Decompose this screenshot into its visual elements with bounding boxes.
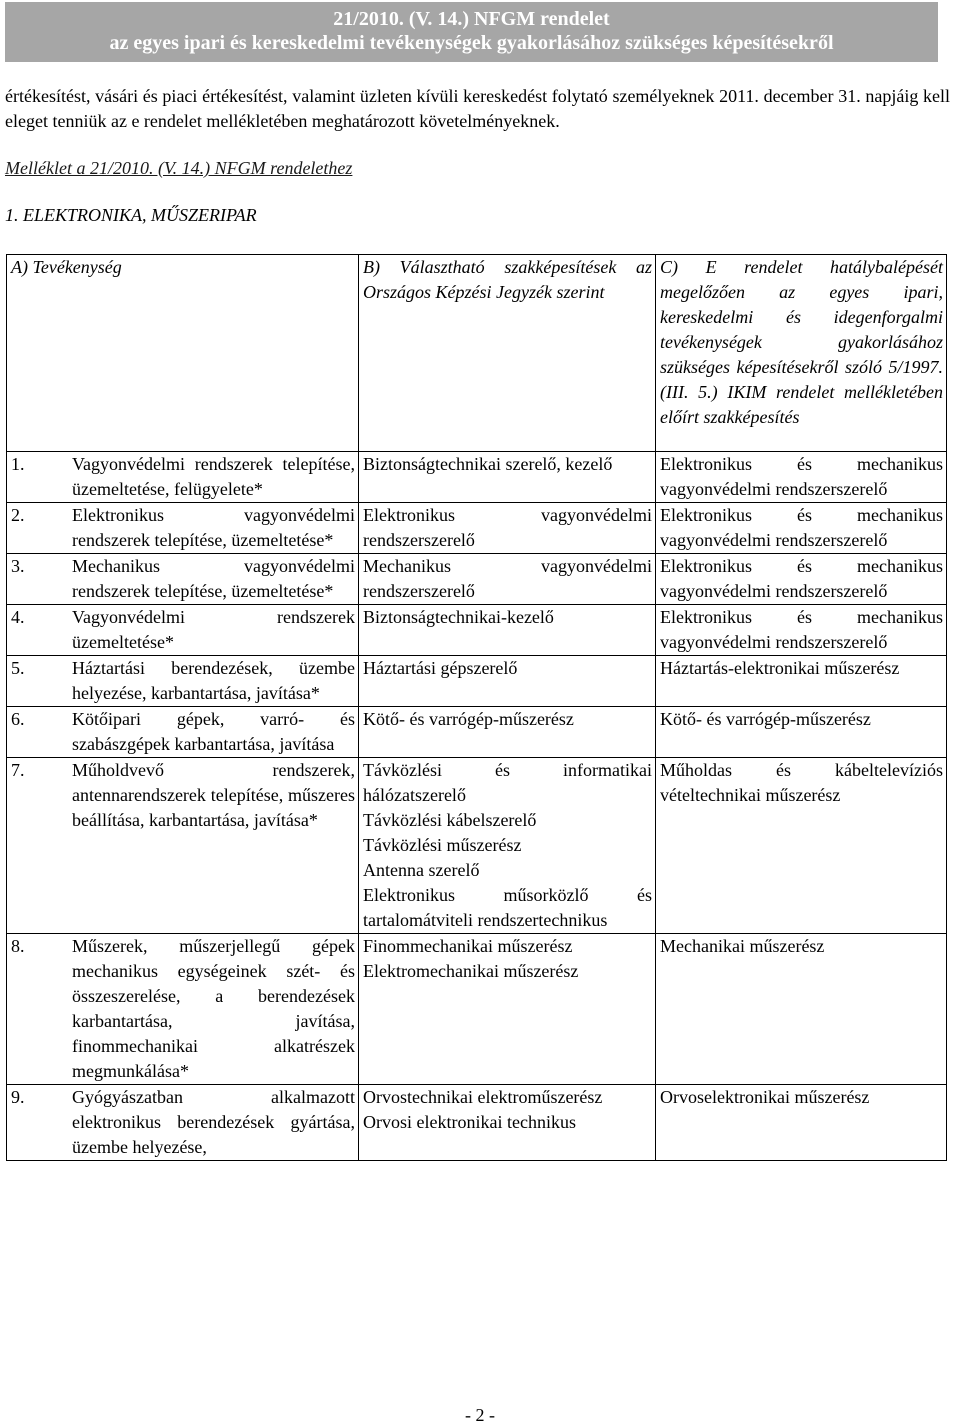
activity-cell: Háztartási berendezések, üzembe helyezése, karbantartása, javítása*: [72, 656, 359, 707]
section-title: 1. ELEKTRONIKA, MŰSZERIPAR: [5, 205, 257, 225]
row-number: 2.: [7, 503, 73, 554]
row-number: 3.: [7, 554, 73, 605]
qualifications-cell: [359, 934, 656, 1085]
table-row: [7, 758, 947, 934]
row-number: 7.: [7, 758, 73, 934]
previous-qualification-cell: Elektronikus és mechanikus vagyonvédelmi rendszerszerelő: [656, 605, 947, 656]
qualification-item: Elektromechanikai műszerész: [363, 961, 579, 981]
previous-qualification-cell: Orvoselektronikai műszerész: [656, 1085, 947, 1161]
activity-cell: Mechanikus vagyonvédelmi rendszerek telepítése, üzemeltetése*: [72, 554, 359, 605]
qualification-item: Orvosi elektronikai technikus: [363, 1112, 576, 1132]
previous-qualification-cell: Mechanikai műszerész: [656, 934, 947, 1085]
qualification-item: Távközlési kábelszerelő: [363, 810, 537, 830]
qualifications-cell: [359, 707, 656, 758]
row-number: 9.: [7, 1085, 73, 1161]
activity-cell: Kötőipari gépek, varró- és szabászgépek karbantartása, javítása: [72, 707, 359, 758]
qualifications-cell: [359, 605, 656, 656]
header-activity: A) Tevékenység: [7, 255, 359, 452]
qualification-item: Távközlési és informatikai hálózatszerelő: [363, 760, 652, 805]
qualification-item: Kötő- és varrógép-műszerész: [363, 709, 574, 729]
qualification-item: Mechanikus vagyonvédelmi rendszerszerelő: [363, 556, 652, 601]
annex-link[interactable]: Melléklet a 21/2010. (V. 14.) NFGM rendelethez: [5, 158, 353, 178]
row-number: 5.: [7, 656, 73, 707]
qualification-item: Biztonságtechnikai szerelő, kezelő: [363, 454, 613, 474]
previous-qualification-cell: Kötő- és varrógép-műszerész: [656, 707, 947, 758]
activity-cell: Műszerek, műszerjellegű gépek mechanikus egységeinek szét- és összeszerelése, a berendezések karbantartása, javítása, finommechanikai alkatrészek megmunkálása*: [72, 934, 359, 1085]
table-row: [7, 605, 947, 656]
table-row: [7, 554, 947, 605]
table-row: [7, 503, 947, 554]
qualifications-cell: [359, 503, 656, 554]
previous-qualification-cell: Háztartás-elektronikai műszerész: [656, 656, 947, 707]
qualifications-cell: [359, 452, 656, 503]
intro-paragraph: értékesítést, vásári és piaci értékesítést, valamint üzleten kívüli kereskedést folytató személyeknek 2011. december 31. napjáig kell eleget tenniük az e rendelet mellékletében meghatározott követelményeknek.: [5, 86, 950, 131]
qualifications-cell: [359, 554, 656, 605]
table-row: [7, 707, 947, 758]
table-row: [7, 656, 947, 707]
row-number: 6.: [7, 707, 73, 758]
qualification-item: Távközlési műszerész: [363, 835, 522, 855]
activity-cell: Elektronikus vagyonvédelmi rendszerek telepítése, üzemeltetése*: [72, 503, 359, 554]
qualification-item: Elektronikus műsorközlő és tartalomátviteli rendszertechnikus: [363, 885, 652, 930]
activity-cell: Vagyonvédelmi rendszerek üzemeltetése*: [72, 605, 359, 656]
qualification-item: Finommechanikai műszerész: [363, 936, 573, 956]
table-row: [7, 934, 947, 1085]
activity-cell: Műholdvevő rendszerek, antennarendszerek telepítése, műszeres beállítása, karbantartása, javítása*: [72, 758, 359, 934]
table-header-row: [7, 255, 947, 452]
previous-qualification-cell: Elektronikus és mechanikus vagyonvédelmi rendszerszerelő: [656, 452, 947, 503]
qualification-item: Háztartási gépszerelő: [363, 658, 518, 678]
activity-cell: Vagyonvédelmi rendszerek telepítése, üzemeltetése, felügyelete*: [72, 452, 359, 503]
activity-cell: Gyógyászatban alkalmazott elektronikus berendezések gyártása, üzembe helyezése,: [72, 1085, 359, 1161]
qualification-item: Antenna szerelő: [363, 860, 480, 880]
page-number: - 2 -: [465, 1405, 495, 1425]
qualifications-cell: [359, 758, 656, 934]
table-row: [7, 1085, 947, 1161]
qualification-item: Elektronikus vagyonvédelmi rendszerszerelő: [363, 505, 652, 550]
row-number: 4.: [7, 605, 73, 656]
row-number: 1.: [7, 452, 73, 503]
qualification-item: Biztonságtechnikai-kezelő: [363, 607, 554, 627]
header-previous-qualification: C) E rendelet hatálybalépését megelőzően az egyes ipari, kereskedelmi és idegenforgalmi tevékenységek gyakorlásához szükséges képesítésekről szóló 5/1997. (III. 5.) IKIM rendelet mellékletében előírt szakképesítés: [656, 255, 947, 452]
row-number: 8.: [7, 934, 73, 1085]
header-subtitle: az egyes ipari és kereskedelmi tevékenységek gyakorlásához szükséges képesítésekről: [109, 32, 834, 54]
previous-qualification-cell: Elektronikus és mechanikus vagyonvédelmi rendszerszerelő: [656, 503, 947, 554]
header-qualifications: B) Választható szakképesítések az Országos Képzési Jegyzék szerint: [359, 255, 656, 452]
qualification-item: Orvostechnikai elektroműszerész: [363, 1087, 603, 1107]
header-title: 21/2010. (V. 14.) NFGM rendelet: [333, 8, 610, 30]
qualifications-cell: [359, 656, 656, 707]
table-row: [7, 452, 947, 503]
qualifications-cell: [359, 1085, 656, 1161]
document-header: [5, 2, 938, 62]
qualification-table: [6, 254, 947, 1161]
previous-qualification-cell: Elektronikus és mechanikus vagyonvédelmi rendszerszerelő: [656, 554, 947, 605]
previous-qualification-cell: Műholdas és kábeltelevíziós vételtechnikai műszerész: [656, 758, 947, 934]
